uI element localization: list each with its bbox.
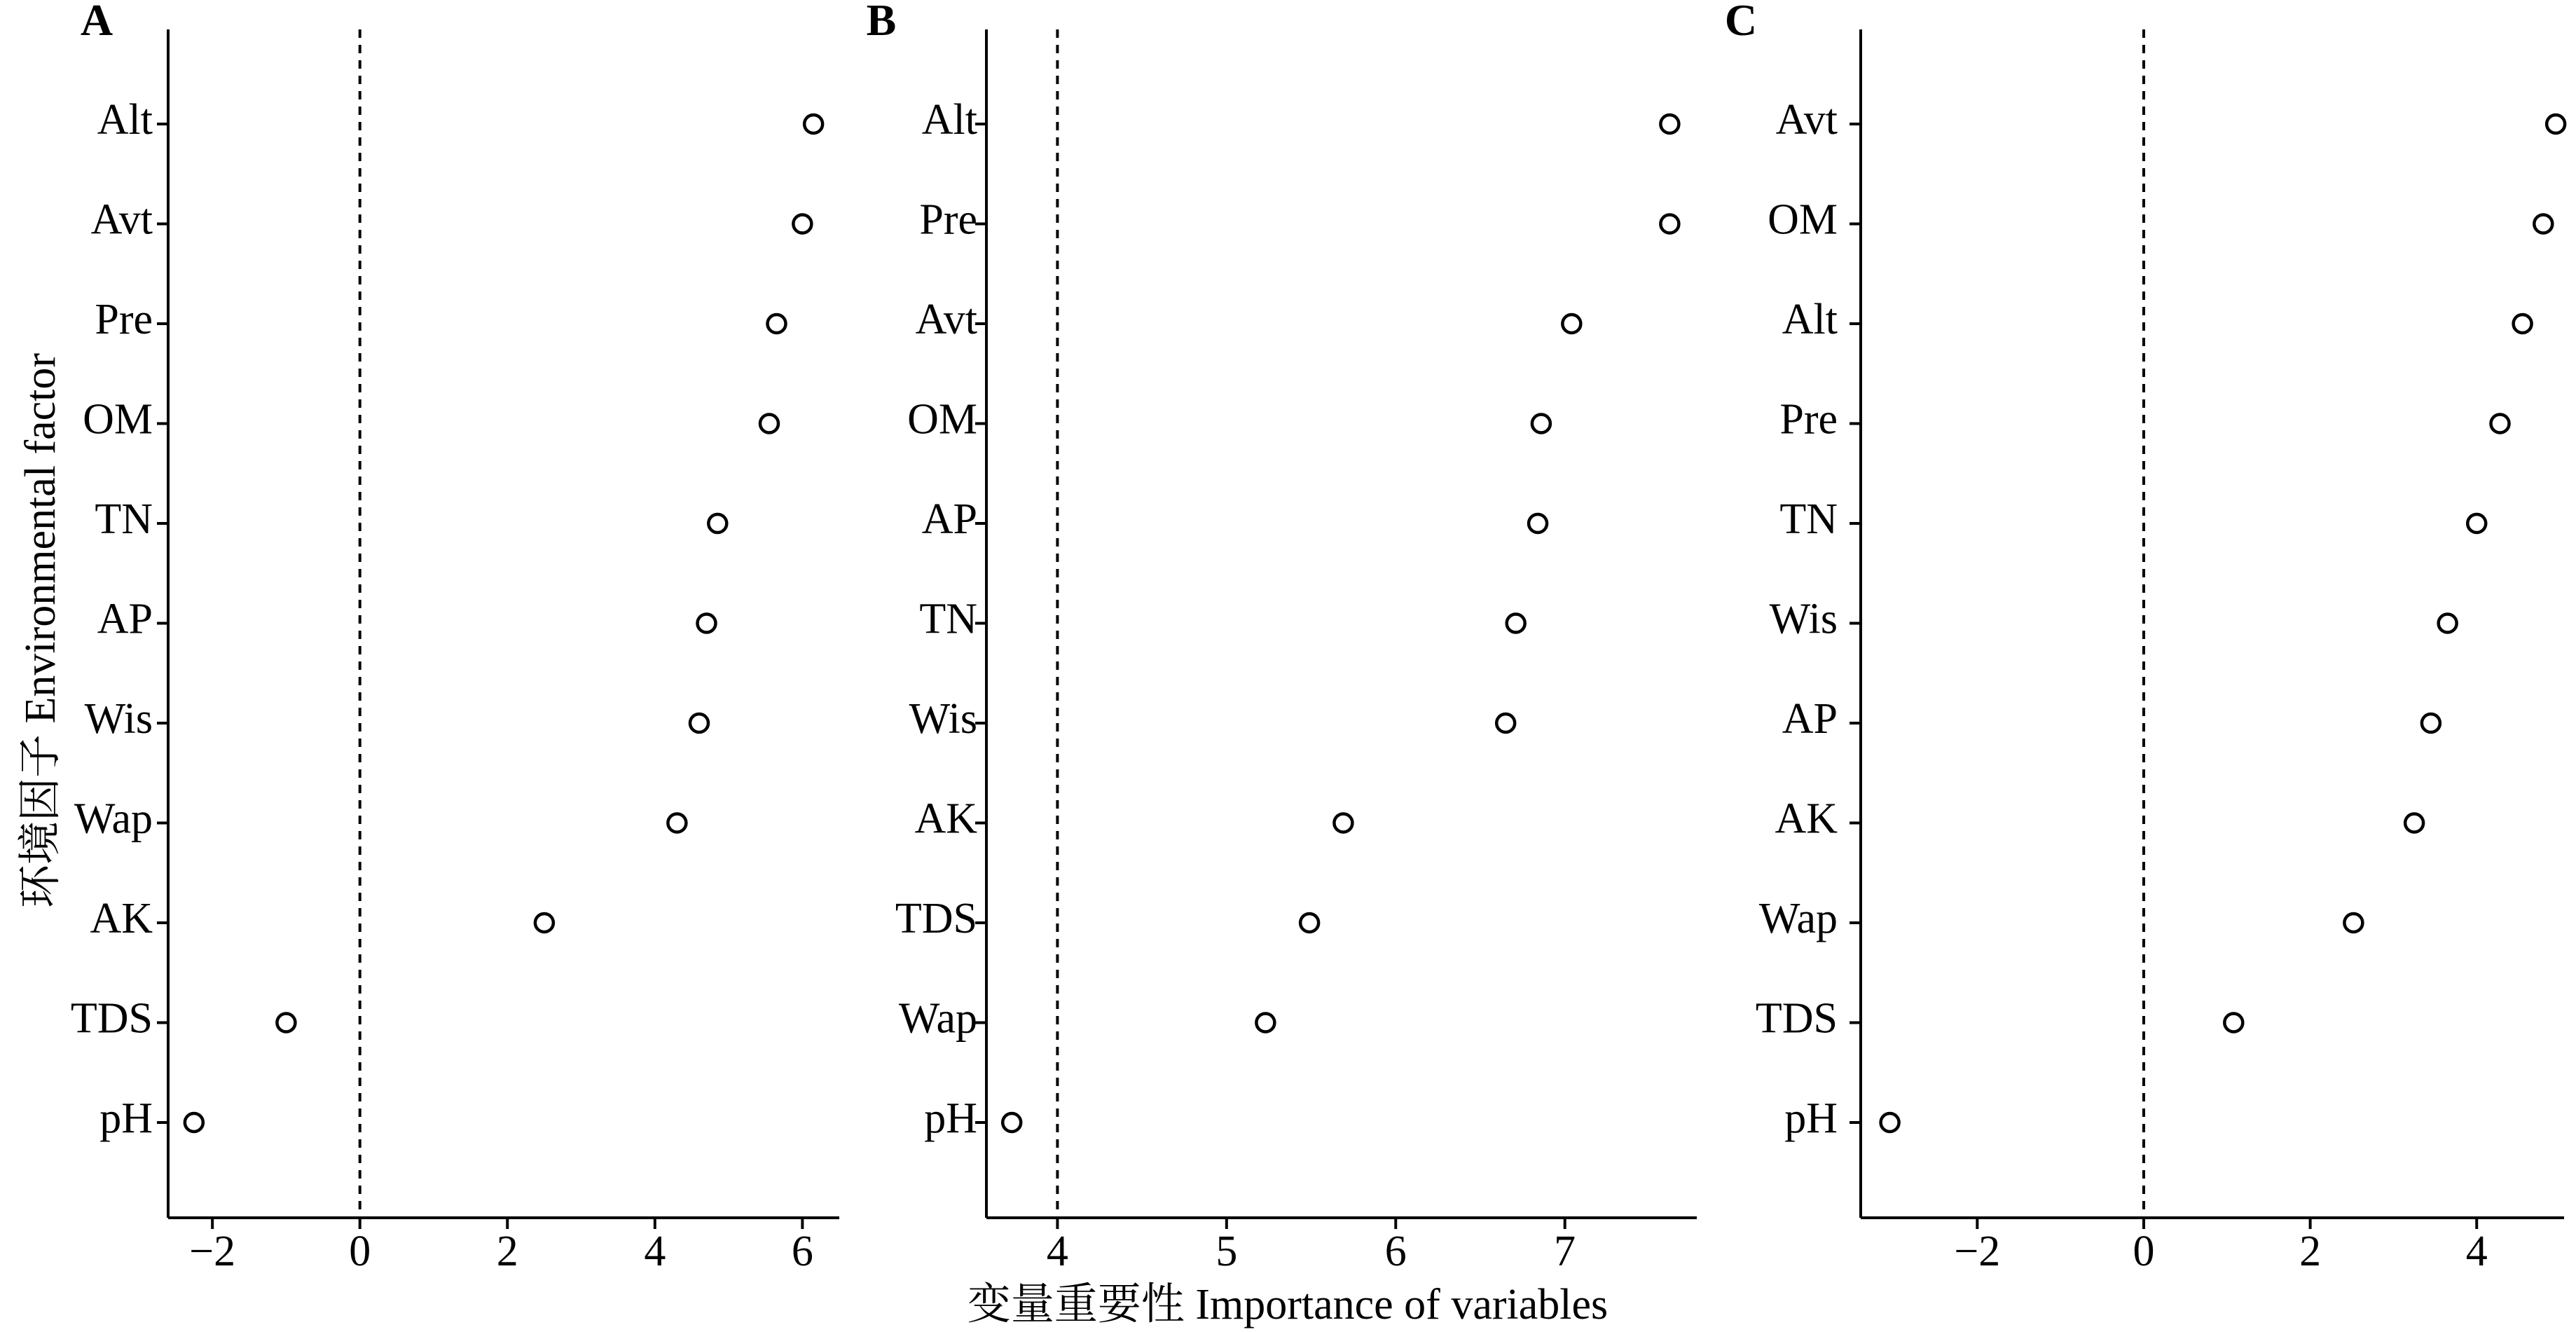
y-tick-label: pH [924,1094,977,1143]
y-tick-label: AP [97,595,153,643]
data-point [2491,415,2509,433]
y-tick-label: AP [1782,695,1838,743]
data-point [768,315,786,333]
data-point [760,415,778,433]
y-tick-label: TN [919,595,977,643]
data-point [1496,714,1515,732]
y-tick-label: Wis [1769,595,1838,643]
panel-letter: C [1724,0,1758,45]
data-point [698,614,716,633]
y-tick-label: AK [914,795,977,843]
data-point [2467,514,2486,533]
x-tick-label: 4 [2465,1228,2488,1275]
data-point [1532,415,1550,433]
panel-B [867,0,1697,1275]
y-tick-label: Wis [909,695,977,743]
y-tick-label: TN [95,495,153,544]
x-tick-label: 4 [644,1228,666,1275]
x-tick-label: 4 [1046,1228,1068,1275]
data-point [2534,215,2552,233]
x-tick-label: 7 [1554,1228,1576,1275]
y-tick-label: Alt [97,96,153,144]
y-tick-label: Wap [74,795,153,843]
y-tick-label: OM [907,395,977,444]
y-tick-label: Pre [95,296,153,344]
data-point [2439,614,2457,633]
y-tick-label: Alt [921,96,977,144]
y-tick-label: OM [83,395,153,444]
panel-A [71,0,839,1275]
data-point [277,1014,295,1032]
data-point [1334,814,1352,832]
y-tick-label: TDS [895,895,977,943]
data-point [2547,115,2565,133]
data-point [1507,614,1525,633]
data-point [2405,814,2423,832]
y-tick-label: Alt [1782,296,1838,344]
panel-letter: B [866,0,897,45]
y-tick-label: AP [921,495,977,544]
x-tick-label: 0 [2133,1228,2155,1275]
x-tick-label: 5 [1215,1228,1238,1275]
data-point [1562,315,1580,333]
y-tick-label: Wis [84,695,153,743]
y-tick-label: AK [90,895,153,943]
x-axis-label: 变量重要性 Importance of variables [967,1281,1609,1329]
y-tick-label: AK [1775,795,1838,843]
x-tick-label: 2 [2299,1228,2322,1275]
y-axis-label: 环境因子 Environmental factor [17,352,65,909]
x-tick-label: −2 [1954,1228,2001,1275]
x-tick-label: 0 [349,1228,371,1275]
y-tick-label: Pre [1779,395,1838,444]
data-point [535,914,553,932]
panel-C [1725,0,2565,1275]
y-tick-label: TDS [1755,994,1838,1043]
panels [71,0,2565,1275]
data-point [1660,115,1679,133]
y-tick-label: Pre [919,195,977,244]
data-point [2422,714,2440,732]
data-point [1881,1113,1899,1132]
x-tick-label: −2 [189,1228,236,1275]
y-tick-label: TDS [70,994,153,1043]
data-point [690,714,708,732]
panel-letter: A [80,0,113,45]
data-point [2224,1014,2243,1032]
data-point [793,215,811,233]
x-tick-label: 2 [496,1228,518,1275]
y-tick-label: OM [1768,195,1838,244]
data-point [1256,1014,1274,1032]
data-point [708,514,726,533]
data-point [804,115,822,133]
y-tick-label: TN [1779,495,1838,544]
data-point [668,814,686,832]
data-point [1529,514,1547,533]
y-tick-label: Avt [90,195,153,244]
y-tick-label: pH [99,1094,153,1143]
y-tick-label: Avt [1775,96,1838,144]
y-tick-label: Wap [898,994,977,1043]
data-point [1003,1113,1021,1132]
x-tick-label: 6 [1384,1228,1407,1275]
data-point [1660,215,1679,233]
data-point [2514,315,2532,333]
y-tick-label: Avt [915,296,977,344]
data-point [1300,914,1318,932]
data-point [185,1113,203,1132]
data-point [2344,914,2362,932]
y-tick-label: Wap [1758,895,1838,943]
y-tick-label: pH [1784,1094,1838,1143]
x-tick-label: 6 [791,1228,813,1275]
